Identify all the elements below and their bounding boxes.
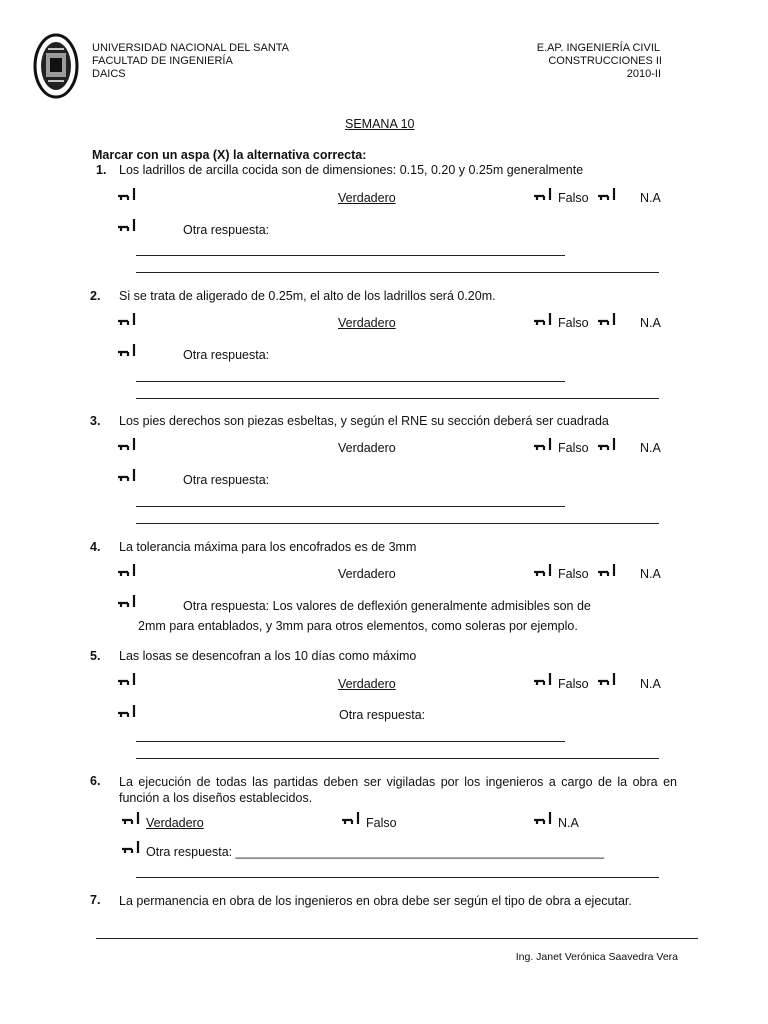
question-5-text: Las losas se desencofran a los 10 días como máximo <box>119 649 417 663</box>
answer-line[interactable] <box>136 381 565 382</box>
footer-author: Ing. Janet Verónica Saavedra Vera <box>515 951 678 963</box>
header-left-line1: UNIVERSIDAD NACIONAL DEL SANTA <box>92 42 290 54</box>
q5-otra[interactable]: Otra respuesta: <box>339 708 426 722</box>
answer-line[interactable] <box>136 272 659 273</box>
checkbox-icon[interactable] <box>596 671 618 687</box>
q2-falso[interactable]: Falso <box>558 316 589 330</box>
question-3-text: Los pies derechos son piezas esbeltas, y según el RNE su sección deberá ser cuadrada <box>119 414 609 428</box>
answer-line[interactable] <box>136 523 659 524</box>
checkbox-icon[interactable] <box>116 186 138 202</box>
q6-verdadero[interactable]: Verdadero <box>146 816 204 830</box>
q2-na[interactable]: N.A <box>640 316 661 330</box>
question-6-text: La ejecución de todas las partidas deben ser vigiladas por los ingenieros a cargo de la obra en función a los diseños establecidos. <box>119 775 677 805</box>
question-2-number: 2. <box>90 289 101 303</box>
university-seal <box>33 33 79 99</box>
checkbox-icon[interactable] <box>532 810 554 826</box>
checkbox-icon[interactable] <box>340 810 362 826</box>
footer-rule <box>96 938 698 939</box>
q4-otra-answer-line1: Otra respuesta: Los valores de deflexión generalmente admisibles son de <box>183 599 591 613</box>
answer-line[interactable] <box>136 506 565 507</box>
q4-falso[interactable]: Falso <box>558 567 589 581</box>
question-4-number: 4. <box>90 540 101 554</box>
checkbox-icon[interactable] <box>116 562 138 578</box>
header-right-line2: CONSTRUCCIONES II <box>548 55 662 67</box>
checkbox-icon[interactable] <box>596 562 618 578</box>
checkbox-icon[interactable] <box>596 436 618 452</box>
checkbox-icon[interactable] <box>116 436 138 452</box>
q6-otra[interactable]: Otra respuesta: _____________________________________________________ <box>146 845 605 859</box>
question-1-number: 1. <box>96 163 107 177</box>
checkbox-icon[interactable] <box>120 810 142 826</box>
checkbox-icon[interactable] <box>532 311 554 327</box>
q5-na[interactable]: N.A <box>640 677 661 691</box>
q1-na[interactable]: N.A <box>640 191 661 205</box>
checkbox-icon[interactable] <box>596 311 618 327</box>
question-1-text: Los ladrillos de arcilla cocida son de dimensiones: 0.15, 0.20 y 0.25m generalmente <box>119 163 584 177</box>
answer-line[interactable] <box>136 255 565 256</box>
q3-verdadero[interactable]: Verdadero <box>338 441 396 455</box>
q6-na[interactable]: N.A <box>558 816 579 830</box>
q3-falso[interactable]: Falso <box>558 441 589 455</box>
question-2-text: Si se trata de aligerado de 0.25m, el alto de los ladrillos será 0.20m. <box>119 289 496 303</box>
q6-falso[interactable]: Falso <box>366 816 397 830</box>
q2-verdadero[interactable]: Verdadero <box>338 316 396 330</box>
answer-line[interactable] <box>136 877 659 878</box>
checkbox-icon[interactable] <box>532 436 554 452</box>
checkbox-icon[interactable] <box>116 217 138 233</box>
header-right-line3: 2010-II <box>626 68 661 80</box>
checkbox-icon[interactable] <box>532 671 554 687</box>
checkbox-icon[interactable] <box>120 839 142 855</box>
q2-otra[interactable]: Otra respuesta: <box>183 348 270 362</box>
header-left-line3: DAICS <box>92 68 126 80</box>
checkbox-icon[interactable] <box>116 703 138 719</box>
question-5-number: 5. <box>90 649 101 663</box>
checkbox-icon[interactable] <box>532 186 554 202</box>
q5-verdadero[interactable]: Verdadero <box>338 677 396 691</box>
question-4-text: La tolerancia máxima para los encofrados es de 3mm <box>119 540 417 554</box>
q4-na[interactable]: N.A <box>640 567 661 581</box>
header-right-line1: E.AP. INGENIERÍA CIVIL <box>536 42 660 54</box>
q3-otra[interactable]: Otra respuesta: <box>183 473 270 487</box>
answer-line[interactable] <box>136 758 659 759</box>
checkbox-icon[interactable] <box>532 562 554 578</box>
question-7-text: La permanencia en obra de los ingenieros en obra debe ser según el tipo de obra a ejecutar. <box>119 894 632 908</box>
checkbox-icon[interactable] <box>116 467 138 483</box>
answer-line[interactable] <box>136 741 565 742</box>
checkbox-icon[interactable] <box>116 593 138 609</box>
question-6-number: 6. <box>90 774 101 788</box>
q5-falso[interactable]: Falso <box>558 677 589 691</box>
checkbox-icon[interactable] <box>116 342 138 358</box>
header-left-line2: FACULTAD DE INGENIERÍA <box>92 55 233 67</box>
checkbox-icon[interactable] <box>596 186 618 202</box>
answer-line[interactable] <box>136 398 659 399</box>
checkbox-icon[interactable] <box>116 671 138 687</box>
question-3-number: 3. <box>90 414 101 428</box>
q3-na[interactable]: N.A <box>640 441 661 455</box>
question-7-number: 7. <box>90 893 101 907</box>
page-title: SEMANA 10 <box>345 117 415 131</box>
instruction: Marcar con un aspa (X) la alternativa correcta: <box>92 148 367 162</box>
q4-verdadero[interactable]: Verdadero <box>338 567 396 581</box>
q1-otra[interactable]: Otra respuesta: <box>183 223 270 237</box>
q1-verdadero[interactable]: Verdadero <box>338 191 396 205</box>
checkbox-icon[interactable] <box>116 311 138 327</box>
q1-falso[interactable]: Falso <box>558 191 589 205</box>
q4-otra-answer-line2: 2mm para entablados, y 3mm para otros elementos, como soleras por ejemplo. <box>138 619 578 633</box>
